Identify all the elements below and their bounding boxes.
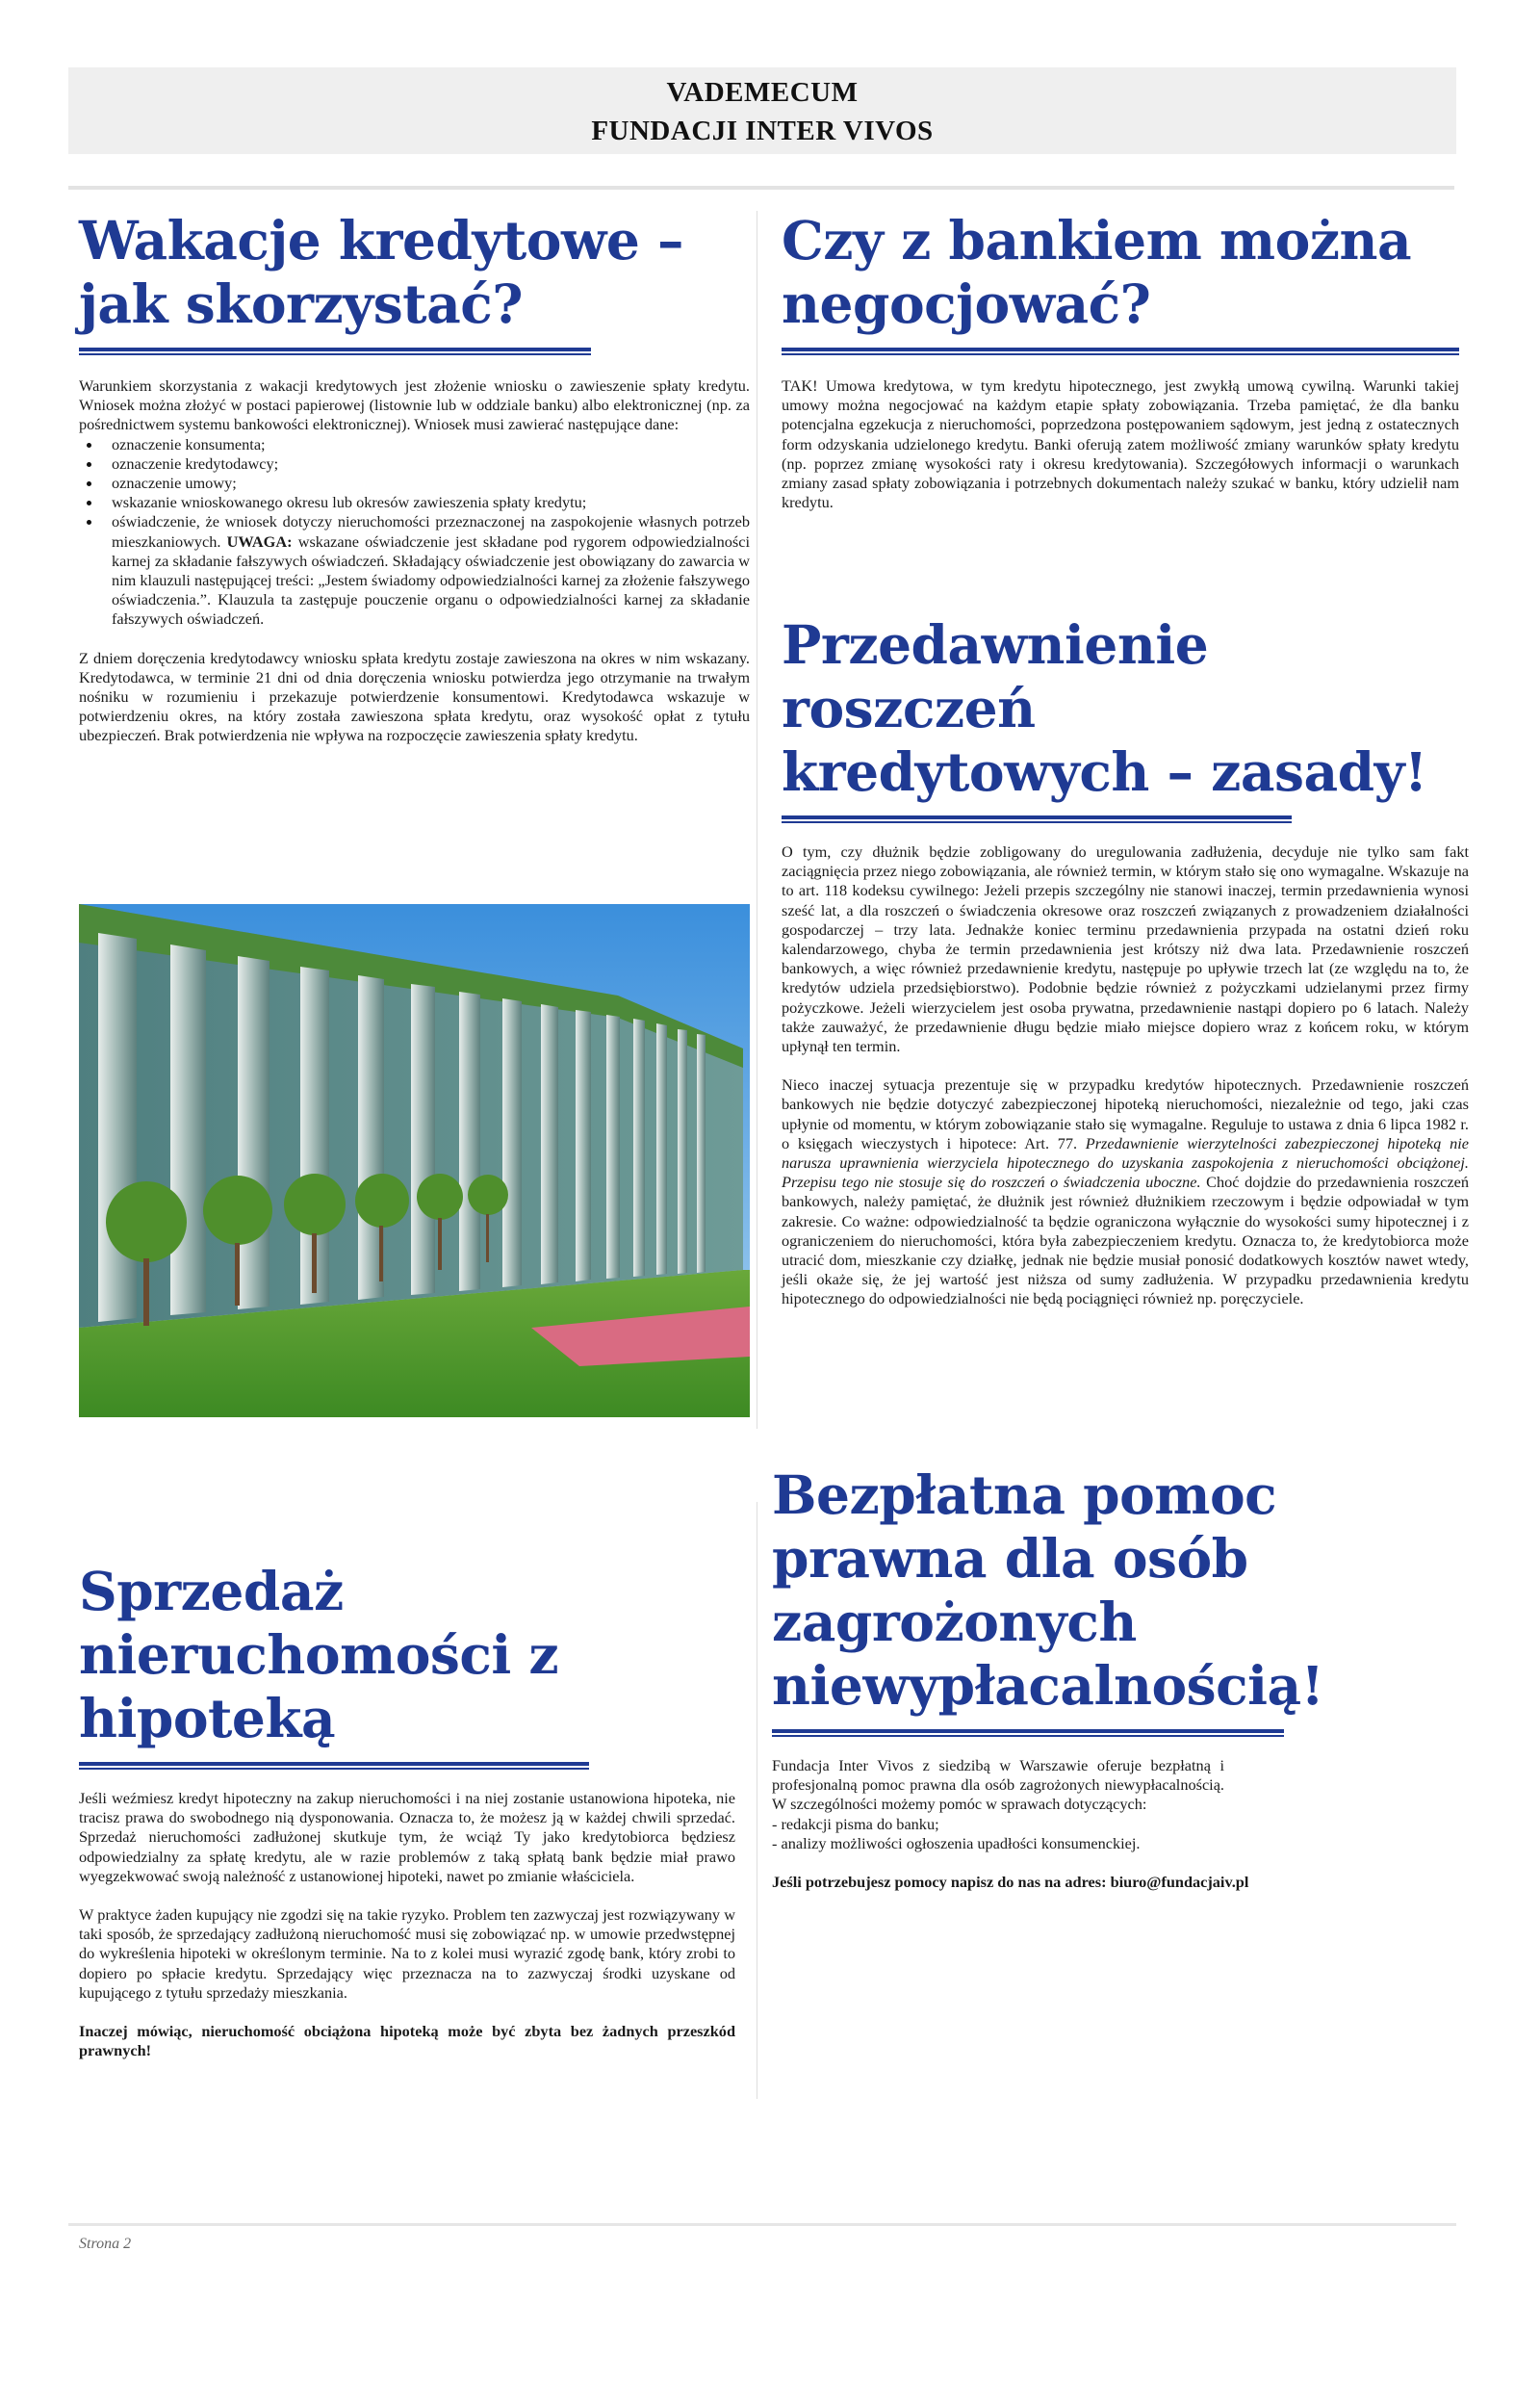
article-body: Fundacja Inter Vivos z siedzibą w Warszawie oferuje bezpłatną i profesjonalną pomoc prawna dla osób zagrożonych niewypłacalnością. W szczególności możemy pomóc w sprawach dotyczących: - redakcji pisma do banku; - analizy możliwości ogłoszenia upadłości konsumenckiej. xyxy=(772,1756,1224,1852)
list-item: oświadczenie, że wniosek dotyczy nieruchomości przeznaczonej na zaspokojenie własnych potrzeb mieszkaniowych. UWAGA: wskazane oświadczenie jest składane pod rygorem odpowiedzialności karnej za składanie fałszywych oświadczeń. Składający oświadczenie jest obowiązany do zawarcia w nim klauzuli następującej treści: „Jestem świadomy odpowiedzialności karnej za złożenie fałszywego oświadczenia.”. Klauzula ta zastępuje pouczenie organu o odpowiedzialności karnej za składanie fałszywych oświadczeń. xyxy=(79,512,750,629)
masthead-line2: FUNDACJI INTER VIVOS xyxy=(591,116,934,146)
law-quote: Przedawnienie wierzytelności zabezpieczonej hipoteką nie narusza uprawnienia wierzyciela hipotecznego do uzyskania zaspokojenia z nieruchomości obciążonej. Przepisu tego nie stosuje się do roszczeń o świadczenia uboczne. xyxy=(782,1133,1469,1192)
title-underline xyxy=(782,815,1292,823)
list-item: oznaczenie konsumenta; xyxy=(79,435,750,454)
title-underline xyxy=(79,348,591,355)
article-body: Jeśli weźmiesz kredyt hipoteczny na zakup nieruchomości i na niej zostanie ustanowiona hipoteka, nie tracisz prawa do swobodnego nią dysponowania. Oznacza to, że możesz ją w każdej chwili sprzedać. Sprzedaż nieruchomości zadłużonej skutkuje tym, że wciąż Ty jako kredytobiorca będziesz odpowiedzialny za spłatę kredytu, ale w razie problemów z taką spłatą bank będzie miał prawo wyegzekwować swoją należność z ustanowionej hipoteki, nawet po zmianie właściciela. W praktyce żaden kupujący nie zgodzi się na takie ryzyko. Problem ten zazwyczaj jest rozwiązywany w taki sposób, że sprzedający zadłużoną nieruchomość musi się zobowiązać np. w umowie przedwstępnej do wykreślenia hipoteki w określonym terminie. Na to z kolei musi wyrazić zgodę bank, który zrobi to dopiero po spłacie kredytu. Sprzedający więc przeznacza na to zazwyczaj środki uzyskane od kupującego z tytułu sprzedaży mieszkania. Inaczej mówiąc, nieruchomość obciążona hipoteką może być zbyta bez żadnych przeszkód prawnych! xyxy=(79,1789,735,2060)
article-title: Sprzedaż nieruchomości z hipoteką xyxy=(79,1560,559,1749)
title-underline xyxy=(79,1762,589,1770)
article-sprzedaz-nieruchomosci xyxy=(79,1560,735,2060)
masthead xyxy=(68,67,1456,154)
list-item: wskazanie wnioskowanego okresu lub okresów zawieszenia spłaty kredytu; xyxy=(79,493,750,512)
conclusion: Inaczej mówiąc, nieruchomość obciążona hipoteką może być zbyta bez żadnych przeszkód prawnych! xyxy=(79,2022,735,2060)
article-title: Bezpłatna pomoc prawna dla osób zagrożonych niewypłacalnością! xyxy=(772,1463,1324,1717)
intro-paragraph: Warunkiem skorzystania z wakacji kredytowych jest złożenie wniosku o zawieszenie spłaty kredytu. Wniosek można złożyć w postaci papierowej (listownie lub w oddziale banku) albo elektronicznej (np. za pośrednictwem systemu bankowości elektronicznej). Wniosek musi zawierać następujące dane: xyxy=(79,376,750,434)
article-wakacje-kredytowe xyxy=(79,209,750,746)
article-title: Wakacje kredytowe – jak skorzystać? xyxy=(79,209,683,335)
list-item: oznaczenie kredytodawcy; xyxy=(79,454,750,474)
top-divider xyxy=(68,186,1454,190)
article-przedawnienie xyxy=(782,613,1469,1309)
article-negocjacje xyxy=(782,209,1469,512)
article-title: Przedawnienie roszczeń kredytowych – zasady! xyxy=(782,613,1427,803)
contact-line: Jeśli potrzebujesz pomocy napisz do nas na adres: biuro@fundacjaiv.pl xyxy=(772,1873,1249,1892)
article-body xyxy=(79,376,750,746)
closing-paragraph: Z dniem doręczenia kredytodawcy wniosku spłata kredytu zostaje zawieszona na okres w nim wskazany. Kredytodawca, w terminie 21 dni od dnia doręczenia wniosku potwierdza jego otrzymanie na trwałym nośniku w rozumieniu i przekazuje potwierdzenie konsumentowi. Kredytodawca wskazuje w potwierdzeniu okres, na który została zawieszona spłata kredytu, oraz wysokość opłat z tytułu ubezpieczeń. Brak potwierdzenia nie wpływa na rozpoczęcie zawieszenia spłaty kredytu. xyxy=(79,648,750,745)
page-number: Strona 2 xyxy=(79,2236,132,2252)
list-item: oznaczenie umowy; xyxy=(79,474,750,493)
building-photo xyxy=(79,904,750,1417)
article-title: Czy z bankiem można negocjować? xyxy=(782,209,1412,335)
warning-label: UWAGA: xyxy=(226,531,293,551)
article-pomoc-prawna xyxy=(772,1463,1446,1892)
masthead-line1: VADEMECUM xyxy=(666,77,859,108)
article-body: O tym, czy dłużnik będzie zobligowany do uregulowania zadłużenia, decyduje nie tylko sam fakt zaciągnięcia przez niego zobowiązania, ale również termin, w którym stało się ono wymagalne. Wskazuje na to art. 118 kodeksu cywilnego: Jeżeli przepis szczególny nie stanowi inaczej, termin przedawnienia wynosi sześć lat, a dla roszczeń o świadczenia okresowe oraz roszczeń związanych z prowadzeniem działalności gospodarczej – trzy lata. Jednakże koniec terminu przedawnienia przypada na ostatni dzień roku kalendarzowego, chyba że termin przedawnienia jest krótszy niż dwa lata. Przedawnienie roszczeń bankowych, a więc również przedawnienie kredytu, następuje po upływie trzech lat (ze względu na to, że kredytów udziela przedsiębiorstwo). Podobnie będzie również z pożyczkami udzielanymi przez firmy pożyczkowe. Jeżeli wierzycielem jest osoba prywatna, przedawnienie nastąpi dopiero po 6 latach. Należy także zauważyć, że przedawnienie długu będzie miało miejsce dopiero wraz z końcem roku, w którym upłynął ten termin. Nieco inaczej sytuacja prezentuje się w przypadku kredytów hipotecznych. Przedawnienie roszczeń bankowych nie będzie dotyczyć zabezpieczonej hipoteką nieruchomości, niezależnie od tego, jaki czas upłynie od momentu, w którym zobowiązanie stało się wymagalne. Reguluje to ustawa z dnia 6 lipca 1982 r. o księgach wieczystych i hipotece: Art. 77. Przedawnienie wierzytelności zabezpieczonej hipoteką nie narusza uprawnienia wierzyciela hipotecznego do uzyskania zaspokojenia z nieruchomości obciążonej. Przepisu tego nie stosuje się do roszczeń o świadczenia uboczne. Choć dojdzie do przedawnienia roszczeń bankowych, należy pamiętać, że dłużnik jest również dłużnikiem rzeczowym i będzie odpowiadał w tym zakresie. Co ważne: odpowiedzialność ta będzie ograniczona wyłącznie do wysokości sumy hipotecznej i z ograniczeniem do nieruchomości, która była zabezpieczeniem kredytu. Oznacza to, że kredytobiorca może utracić dom, mieszkanie czy działkę, jednak nie będzie musiał ponosić dodatkowych kosztów nawet wtedy, jeśli okaże się, że jej wartość jest niższa od sumy zadłużenia. W przypadku przedawnienia kredytu hipotecznego do odpowiedzialności nie będą pociągnięci również np. poręczyciele. xyxy=(782,842,1469,1308)
requirements-list xyxy=(79,435,750,630)
footer-divider xyxy=(68,2223,1456,2226)
title-underline xyxy=(782,348,1459,355)
article-body: TAK! Umowa kredytowa, w tym kredytu hipotecznego, jest zwykłą umową cywilną. Warunki takiej umowy można negocjować na każdym etapie spłaty zobowiązania. Trzeba pamiętać, że dla banku potencjalna egzekucja z nieruchomości, poprzedzona postępowaniem sądowym, jest jedną z ostatecznych form odzyskania udzielonego kredytu. Banki oferują zatem możliwość zmiany warunków spłaty kredytu (np. poprzez zmianę wysokości raty i okresu kredytowania). Szczegółowych informacji o warunkach zmiany zasad spłaty zobowiązania i potrzebnych dokumentach należy szukać w banku, który udzielił nam kredytu. xyxy=(782,376,1459,512)
title-underline xyxy=(772,1729,1284,1737)
